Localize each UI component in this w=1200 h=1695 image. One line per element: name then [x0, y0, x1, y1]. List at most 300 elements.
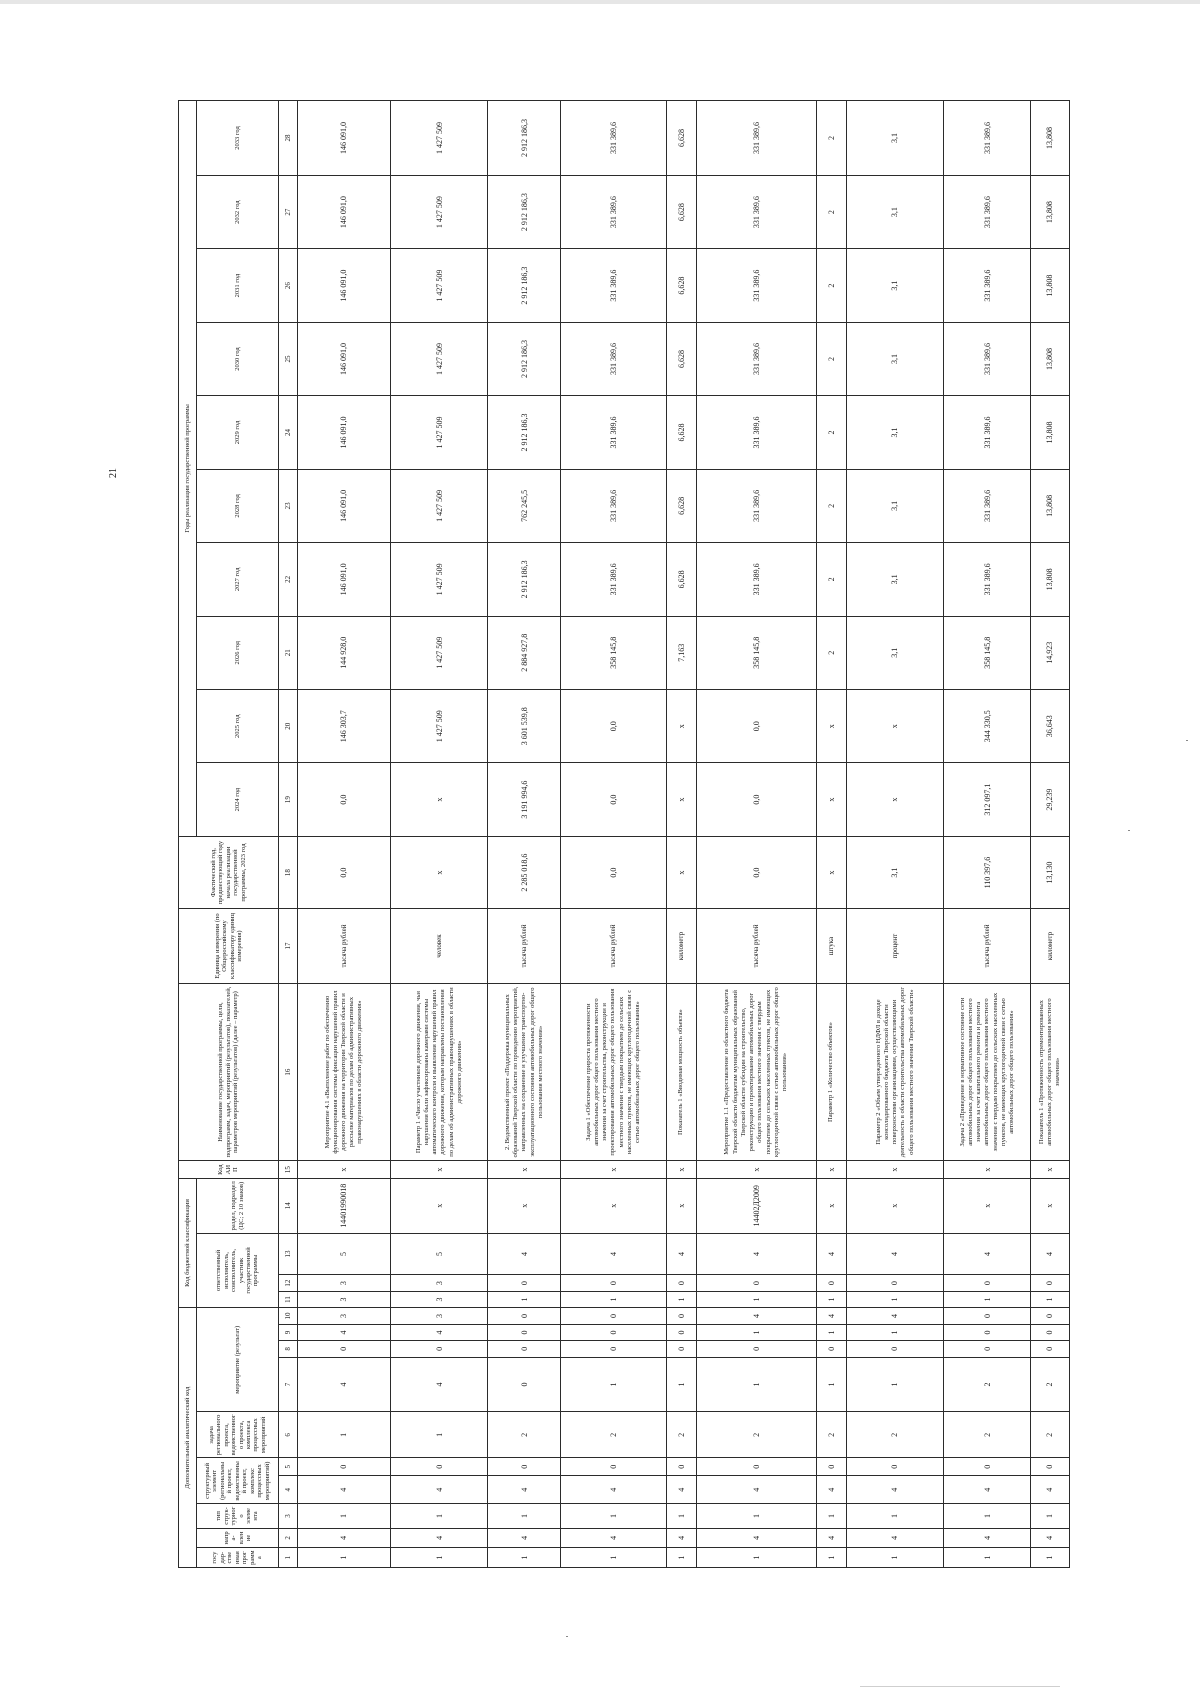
year-value-cell: 331 389,6	[944, 396, 1031, 469]
year-value-cell: x	[847, 690, 944, 763]
code-cell: 0	[298, 1458, 391, 1476]
code-cell: 0	[697, 1341, 817, 1357]
code-cell: 1	[391, 1548, 488, 1568]
column-number: 3	[279, 1504, 298, 1528]
year-value-cell: 146 091,0	[298, 469, 391, 542]
year-value-cell: 2 912 186,3	[488, 249, 561, 322]
fact-cell: x	[666, 836, 696, 908]
code-cell: 4	[666, 1233, 696, 1275]
header-year-2032: 2032 год	[197, 175, 279, 248]
code-cell: 4	[391, 1324, 488, 1340]
year-value-cell: 331 389,6	[561, 543, 666, 616]
code-cell: 1	[1031, 1291, 1070, 1307]
column-number: 8	[279, 1341, 298, 1357]
code-cell: 1	[816, 1357, 846, 1412]
year-value-cell: 3,1	[847, 616, 944, 689]
header-task: задача регионального проекта, ведомственного проекта, комплекса процессных мероприятий	[197, 1412, 279, 1458]
code-cell: 0	[697, 1275, 817, 1291]
header-year-2028: 2028 год	[197, 469, 279, 542]
code-cell: 0	[944, 1458, 1031, 1476]
code-cell: 4	[816, 1475, 846, 1504]
year-value-cell: 344 330,5	[944, 690, 1031, 763]
code-cell: 1	[561, 1357, 666, 1412]
code-cell: 1	[488, 1504, 561, 1528]
razdel-cell: x	[944, 1178, 1031, 1233]
code-cell: 4	[697, 1475, 817, 1504]
code-cell: 1	[944, 1504, 1031, 1528]
year-value-cell: 331 389,6	[697, 175, 817, 248]
code-cell: 1	[391, 1504, 488, 1528]
code-cell: 3	[298, 1291, 391, 1307]
column-number: 13	[279, 1233, 298, 1275]
code-cell: 1	[1031, 1504, 1070, 1528]
code-cell: 1	[847, 1504, 944, 1528]
aip-cell: x	[488, 1161, 561, 1179]
code-cell: 1	[847, 1324, 944, 1340]
code-cell: 4	[561, 1475, 666, 1504]
header-year-2029: 2029 год	[197, 396, 279, 469]
year-value-cell: 358 145,8	[944, 616, 1031, 689]
year-value-cell: 146 091,0	[298, 322, 391, 395]
column-number: 5	[279, 1458, 298, 1476]
year-value-cell: 1 427 509	[391, 396, 488, 469]
year-value-cell: 331 389,6	[697, 469, 817, 542]
code-cell: 3	[298, 1275, 391, 1291]
code-cell: 1	[697, 1548, 817, 1568]
code-cell: 4	[847, 1528, 944, 1548]
year-value-cell: 2	[816, 469, 846, 542]
year-value-cell: 2	[816, 396, 846, 469]
header-year-2031: 2031 год	[197, 249, 279, 322]
name-cell: 2. Ведомственный проект «Поддержка муниципальных образований Тверской области по проведению мероприятий, направленных на сохранение и улучшение транспортно-эксплуатационного состояния автомобильных дорог общего пользования местного значения»	[488, 983, 561, 1161]
year-value-cell: 13,808	[1031, 543, 1070, 616]
code-cell: 1	[847, 1548, 944, 1568]
code-cell: 4	[666, 1475, 696, 1504]
year-value-cell: 6,628	[666, 249, 696, 322]
code-cell: 2	[561, 1412, 666, 1458]
razdel-cell: x	[847, 1178, 944, 1233]
year-value-cell: 2	[816, 543, 846, 616]
year-value-cell: 0,0	[561, 690, 666, 763]
header-year-2025: 2025 год	[197, 690, 279, 763]
code-cell: 2	[666, 1412, 696, 1458]
razdel-cell: x	[561, 1178, 666, 1233]
year-value-cell: 36,643	[1031, 690, 1070, 763]
name-cell: Показатель 1 «Вводимая мощность объекта»	[666, 983, 696, 1161]
code-cell: 2	[944, 1412, 1031, 1458]
year-value-cell: 331 389,6	[944, 322, 1031, 395]
year-value-cell: 3,1	[847, 101, 944, 176]
code-cell: 1	[666, 1357, 696, 1412]
unit-cell: тысяча рублей	[697, 909, 817, 984]
code-cell: 0	[847, 1341, 944, 1357]
year-value-cell: 6,628	[666, 396, 696, 469]
code-cell: 4	[298, 1357, 391, 1412]
code-cell: 0	[944, 1341, 1031, 1357]
header-razdel: раздел, подраздел (ЦС; 2 10 знаков)	[197, 1178, 279, 1233]
header-struct-element: структурный элемент (региональный проект, ведомственный проект, комплекс процессных мероприятий)	[197, 1458, 279, 1504]
year-value-cell: 2 912 186,3	[488, 322, 561, 395]
year-value-cell: 1 427 509	[391, 249, 488, 322]
code-cell: 0	[298, 1341, 391, 1357]
code-cell: 1	[298, 1504, 391, 1528]
year-value-cell: 2	[816, 616, 846, 689]
column-number: 2	[279, 1528, 298, 1548]
code-cell: 4	[697, 1528, 817, 1548]
code-cell: 1	[666, 1291, 696, 1307]
code-cell: 5	[391, 1233, 488, 1275]
razdel-cell: 14401990018	[298, 1178, 391, 1233]
column-number: 6	[279, 1412, 298, 1458]
header-element-type: тип струк-турного элемента	[197, 1504, 279, 1528]
unit-cell: тысяча рублей	[944, 909, 1031, 984]
year-value-cell: 3,1	[847, 249, 944, 322]
year-value-cell: 146 091,0	[298, 175, 391, 248]
header-year-2030: 2030 год	[197, 322, 279, 395]
code-cell: 0	[816, 1275, 846, 1291]
name-cell: Мероприятие 4.1 «Выполнение работ по обеспечению функционирования системы фиксации нарушений правил дорожного движения на территории Тверской области и рассылке материалов по делам об административных правонарушениях в области дорожного движения»	[298, 983, 391, 1161]
column-number: 22	[279, 543, 298, 616]
aip-cell: x	[816, 1161, 846, 1179]
page-number: 21	[108, 468, 119, 478]
header-measure: мероприятие (результат)	[197, 1308, 279, 1412]
year-value-cell: 1 427 509	[391, 322, 488, 395]
year-value-cell: 2 912 186,3	[488, 101, 561, 176]
name-cell: Задача 2 «Приведение в нормативное состояние сети автомобильных дорог общего пользования местного значения за счет капитального ремонта и ремонта автомобильных дорог общего пользования местного значения с твердым покрытием до сельских населенных пунктов, не имеющих круглогодичной связи с сетью автомобильных дорог общего пользования»	[944, 983, 1031, 1161]
year-value-cell: 0,0	[697, 690, 817, 763]
year-value-cell: 331 389,6	[561, 396, 666, 469]
code-cell: 4	[816, 1528, 846, 1548]
code-cell: 3	[391, 1308, 488, 1324]
column-number: 11	[279, 1291, 298, 1307]
year-value-cell: 3 601 539,8	[488, 690, 561, 763]
code-cell: 4	[488, 1233, 561, 1275]
unit-cell: километр	[1031, 909, 1070, 984]
table-row	[561, 101, 666, 1568]
column-number: 18	[279, 836, 298, 908]
year-value-cell: 331 389,6	[561, 249, 666, 322]
header-budget-classification: Код бюджетной классификации	[179, 1178, 197, 1307]
year-value-cell: 331 389,6	[561, 322, 666, 395]
scan-speck	[1128, 830, 1130, 831]
code-cell: 0	[847, 1458, 944, 1476]
table-row	[697, 101, 817, 1568]
code-cell: 0	[1031, 1275, 1070, 1291]
code-cell: 0	[944, 1324, 1031, 1340]
column-number: 21	[279, 616, 298, 689]
code-cell: 0	[488, 1357, 561, 1412]
code-cell: 0	[1031, 1308, 1070, 1324]
header-year-2026: 2026 год	[197, 616, 279, 689]
year-value-cell: 0,0	[697, 763, 817, 836]
table-row	[1031, 101, 1070, 1568]
code-cell: 1	[391, 1412, 488, 1458]
year-value-cell: 7,163	[666, 616, 696, 689]
code-cell: 0	[1031, 1458, 1070, 1476]
aip-cell: x	[298, 1161, 391, 1179]
year-value-cell: 312 097,1	[944, 763, 1031, 836]
unit-cell: тысяча рублей	[488, 909, 561, 984]
code-cell: 1	[1031, 1548, 1070, 1568]
razdel-cell: x	[391, 1178, 488, 1233]
code-cell: 0	[1031, 1324, 1070, 1340]
column-number: 27	[279, 175, 298, 248]
code-cell: 0	[488, 1324, 561, 1340]
column-number: 24	[279, 396, 298, 469]
year-value-cell: 3,1	[847, 543, 944, 616]
code-cell: 1	[298, 1548, 391, 1568]
code-cell: 0	[561, 1275, 666, 1291]
fact-cell: 3,1	[847, 836, 944, 908]
table-body	[298, 101, 1070, 1568]
code-cell: 1	[847, 1357, 944, 1412]
year-value-cell: 2 912 186,3	[488, 175, 561, 248]
fact-cell: 0,0	[697, 836, 817, 908]
aip-cell: x	[1031, 1161, 1070, 1179]
fact-cell: x	[816, 836, 846, 908]
fact-cell: 2 285 018,6	[488, 836, 561, 908]
table-row	[944, 101, 1031, 1568]
year-value-cell: 358 145,8	[697, 616, 817, 689]
year-value-cell: 331 389,6	[944, 175, 1031, 248]
year-value-cell: 331 389,6	[561, 469, 666, 542]
code-cell: 0	[944, 1308, 1031, 1324]
code-cell: 4	[391, 1357, 488, 1412]
column-number: 15	[279, 1161, 298, 1179]
code-cell: 2	[488, 1412, 561, 1458]
fact-cell: 0,0	[561, 836, 666, 908]
year-value-cell: 331 389,6	[697, 249, 817, 322]
year-value-cell: 146 303,7	[298, 690, 391, 763]
header-napravlenie: напра-вление	[197, 1528, 279, 1548]
code-cell: 1	[816, 1504, 846, 1528]
year-value-cell: 331 389,6	[561, 101, 666, 176]
code-cell: 4	[298, 1528, 391, 1548]
column-number: 4	[279, 1475, 298, 1504]
unit-cell: тысяча рублей	[561, 909, 666, 984]
unit-cell: штука	[816, 909, 846, 984]
table-row	[847, 101, 944, 1568]
year-value-cell: 13,808	[1031, 322, 1070, 395]
year-value-cell: 6,628	[666, 101, 696, 176]
code-cell: 0	[561, 1458, 666, 1476]
code-cell: 0	[697, 1458, 817, 1476]
code-cell: 0	[666, 1324, 696, 1340]
razdel-cell: x	[1031, 1178, 1070, 1233]
code-cell: 4	[697, 1308, 817, 1324]
code-cell: 0	[561, 1341, 666, 1357]
aip-cell: x	[697, 1161, 817, 1179]
year-value-cell: 331 389,6	[944, 249, 1031, 322]
code-cell: 0	[488, 1308, 561, 1324]
fact-cell: 0,0	[298, 836, 391, 908]
code-cell: 1	[944, 1548, 1031, 1568]
code-cell: 0	[666, 1308, 696, 1324]
year-value-cell: 13,808	[1031, 396, 1070, 469]
program-indicators-table	[178, 100, 1070, 1568]
code-cell: 1	[944, 1291, 1031, 1307]
unit-cell: километр	[666, 909, 696, 984]
header-aip-code: Код АИП	[179, 1161, 279, 1179]
header-analytic-code: Дополнительный аналитический код	[179, 1308, 197, 1568]
code-cell: 1	[666, 1548, 696, 1568]
code-cell: 1	[697, 1357, 817, 1412]
year-value-cell: 146 091,0	[298, 249, 391, 322]
year-value-cell: x	[816, 690, 846, 763]
year-value-cell: 3,1	[847, 396, 944, 469]
year-value-cell: 144 928,0	[298, 616, 391, 689]
year-value-cell: 0,0	[561, 763, 666, 836]
code-cell: 4	[488, 1528, 561, 1548]
year-value-cell: 6,628	[666, 543, 696, 616]
year-value-cell: 331 389,6	[697, 322, 817, 395]
year-value-cell: 331 389,6	[697, 543, 817, 616]
year-value-cell: 2	[816, 249, 846, 322]
scan-speck	[1186, 740, 1188, 741]
header-year-2027: 2027 год	[197, 543, 279, 616]
year-value-cell: 1 427 509	[391, 616, 488, 689]
code-cell: 4	[944, 1528, 1031, 1548]
year-value-cell: 2 912 186,3	[488, 543, 561, 616]
code-cell: 4	[847, 1233, 944, 1275]
year-value-cell: 3,1	[847, 175, 944, 248]
fact-cell: x	[391, 836, 488, 908]
year-value-cell: 2	[816, 101, 846, 176]
table-row	[488, 101, 561, 1568]
year-value-cell: 14,923	[1031, 616, 1070, 689]
code-cell: 0	[847, 1275, 944, 1291]
year-value-cell: 6,628	[666, 469, 696, 542]
year-value-cell: 2	[816, 322, 846, 395]
year-value-cell: 13,808	[1031, 175, 1070, 248]
scan-edge-top	[0, 0, 1200, 4]
year-value-cell: 3,1	[847, 322, 944, 395]
razdel-cell: x	[666, 1178, 696, 1233]
code-cell: 1	[816, 1548, 846, 1568]
code-cell: 1	[666, 1504, 696, 1528]
year-value-cell: 331 389,6	[697, 396, 817, 469]
code-cell: 1	[488, 1548, 561, 1568]
year-value-cell: 1 427 509	[391, 469, 488, 542]
code-cell: 0	[488, 1458, 561, 1476]
year-value-cell: x	[816, 763, 846, 836]
name-cell: Параметр 1 «Число участников дорожного движения, чьи нарушения были зафиксированы камерами системы автоматического контроля и выявления нарушений правил дорожного движения, которым направлены постановления по делам об административных правонарушениях в области дорожного движения»	[391, 983, 488, 1161]
year-value-cell: 3,1	[847, 469, 944, 542]
code-cell: 0	[391, 1458, 488, 1476]
code-cell: 0	[488, 1341, 561, 1357]
year-value-cell: 6,628	[666, 175, 696, 248]
year-value-cell: 1 427 509	[391, 101, 488, 176]
year-value-cell: 6,628	[666, 322, 696, 395]
column-number: 16	[279, 983, 298, 1161]
code-cell: 1	[697, 1291, 817, 1307]
year-value-cell: 146 091,0	[298, 543, 391, 616]
code-cell: 1	[298, 1412, 391, 1458]
code-cell: 3	[298, 1308, 391, 1324]
column-number: 28	[279, 101, 298, 176]
code-cell: 4	[1031, 1528, 1070, 1548]
year-value-cell: 1 427 509	[391, 690, 488, 763]
year-value-cell: 331 389,6	[944, 469, 1031, 542]
year-value-cell: 146 091,0	[298, 396, 391, 469]
year-value-cell: 146 091,0	[298, 101, 391, 176]
year-value-cell: 13,808	[1031, 249, 1070, 322]
code-cell: 0	[666, 1275, 696, 1291]
aip-cell: x	[391, 1161, 488, 1179]
code-cell: 2	[1031, 1357, 1070, 1412]
code-cell: 4	[1031, 1233, 1070, 1275]
code-cell: 0	[816, 1341, 846, 1357]
razdel-cell: 14402Д2009	[697, 1178, 817, 1233]
column-number: 23	[279, 469, 298, 542]
unit-cell: тысяча рублей	[298, 909, 391, 984]
razdel-cell: x	[816, 1178, 846, 1233]
year-value-cell: 2 912 186,3	[488, 396, 561, 469]
column-number: 20	[279, 690, 298, 763]
code-cell: 0	[944, 1275, 1031, 1291]
year-value-cell: x	[391, 763, 488, 836]
year-value-cell: 331 389,6	[561, 175, 666, 248]
aip-cell: x	[561, 1161, 666, 1179]
scan-speck	[566, 1636, 568, 1637]
unit-cell: человек	[391, 909, 488, 984]
aip-cell: x	[666, 1161, 696, 1179]
code-cell: 0	[666, 1458, 696, 1476]
aip-cell: x	[847, 1161, 944, 1179]
code-cell: 4	[488, 1475, 561, 1504]
name-cell: Мероприятие 1.1 «Предоставление из областного бюджета Тверской области бюджетам муниципальных образований Тверской области субсидии на строительство, реконструкцию и проектирование автомобильных дорог общего пользования местного значения с твердым покрытием до сельских населенных пунктов, не имеющих круглогодичной связи с сетью автомобильных дорог общего пользования»	[697, 983, 817, 1161]
code-cell: 1	[561, 1504, 666, 1528]
year-value-cell: 2 884 927,8	[488, 616, 561, 689]
code-cell: 1	[847, 1291, 944, 1307]
header-fact-year: Фактический год, предшествующий году начала реализации государственной программы, 2023 год	[179, 836, 279, 908]
year-value-cell: 358 145,8	[561, 616, 666, 689]
code-cell: 2	[697, 1412, 817, 1458]
year-value-cell: 0,0	[298, 763, 391, 836]
fact-cell: 13,130	[1031, 836, 1070, 908]
code-cell: 1	[697, 1504, 817, 1528]
code-cell: 3	[391, 1291, 488, 1307]
code-cell: 4	[847, 1475, 944, 1504]
column-number: 12	[279, 1275, 298, 1291]
code-cell: 4	[847, 1308, 944, 1324]
code-cell: 4	[697, 1233, 817, 1275]
code-cell: 0	[1031, 1341, 1070, 1357]
column-number: 19	[279, 763, 298, 836]
year-value-cell: 331 389,6	[944, 543, 1031, 616]
code-cell: 0	[666, 1341, 696, 1357]
code-cell: 4	[816, 1308, 846, 1324]
code-cell: 0	[561, 1324, 666, 1340]
header-name: Наименование государственной программы, цели, подпрограмм, задач, мероприятий (результатов), показателей, параметров мероприятий (результатов) (далее – параметр)	[179, 983, 279, 1161]
code-cell: 1	[816, 1291, 846, 1307]
name-cell: Параметр 1 «Количество объектов»	[816, 983, 846, 1161]
code-cell: 1	[561, 1548, 666, 1568]
code-cell: 1	[697, 1324, 817, 1340]
column-number: 25	[279, 322, 298, 395]
year-value-cell: 331 389,6	[944, 101, 1031, 176]
code-cell: 1	[561, 1291, 666, 1307]
year-value-cell: 762 245,5	[488, 469, 561, 542]
code-cell: 0	[561, 1308, 666, 1324]
year-value-cell: 13,808	[1031, 101, 1070, 176]
code-cell: 4	[298, 1324, 391, 1340]
code-cell: 4	[666, 1528, 696, 1548]
table-row	[391, 101, 488, 1568]
code-cell: 4	[1031, 1475, 1070, 1504]
code-cell: 1	[816, 1324, 846, 1340]
code-cell: 4	[561, 1528, 666, 1548]
